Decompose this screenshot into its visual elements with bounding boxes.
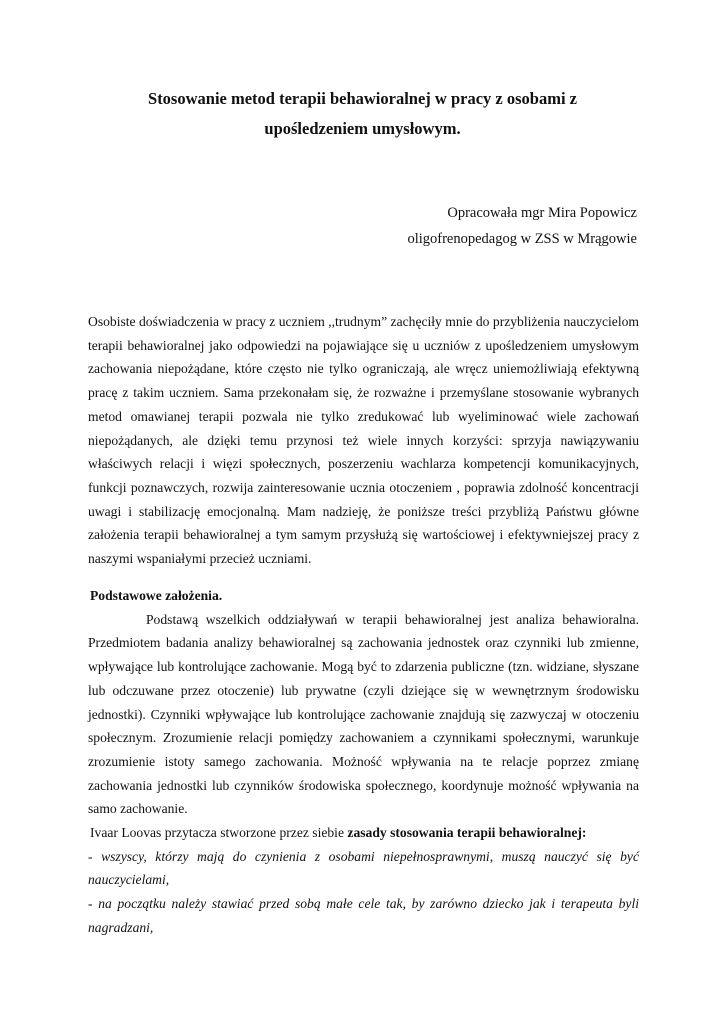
- rule-item-1: - wszyscy, którzy mają do czynienia z osobami niepełnosprawnymi, muszą nauczyć się być nauczycielami,: [88, 848, 639, 888]
- loovas-rules-heading: zasady stosowania terapii behawioralnej:: [347, 825, 587, 841]
- loovas-paragraph: [88, 821, 639, 845]
- intro-section: [88, 310, 639, 571]
- author-affiliation: oligofrenopedagog w ZSS w Mrągowie: [407, 231, 637, 247]
- section-paragraph: Podstawą wszelkich oddziaływań w terapii behawioralnej jest analiza behawioralna. Przedmiotem badania analizy behawioralnej są zachowania jednostek oraz czynniki lub zmienne, wpływające lub kontrolujące zachowanie. Mogą być to zdarzenia publiczne (tzn. widziane, słyszane lub odczuwane przez otoczenie) lub prywatne (czyli dziejące się w wewnętrznym środowisku jednostki). Czynniki wpływające lub kontrolujące zachowanie znajdują się zazwyczaj w otoczeniu społecznym. Zrozumienie relacji pomiędzy zachowaniem a czynnikami społecznymi, warunkuje zrozumienie istoty samego zachowania. Możność wpływania na te relacje poprzez zmianę zachowania jednostki lub czynników środowiska społecznego, koordynuje możność wpływania na samo zachowanie.: [88, 611, 639, 817]
- main-section: [88, 584, 639, 940]
- author-name: Opracowała mgr Mira Popowicz: [447, 205, 637, 221]
- loovas-intro-text: Ivaar Loovas przytacza stworzone przez siebie: [90, 825, 348, 841]
- section-heading: Podstawowe założenia.: [90, 588, 223, 603]
- rule-item-2: - na początku należy stawiać przed sobą małe cele tak, by zarówno dziecko jak i terapeuta byli nagradzani,: [88, 896, 639, 935]
- intro-paragraph: Osobiste doświadczenia w pracy z uczniem ,,trudnym” zachęciły mnie do przybliżenia nauczycielom terapii behawioralnej jako odpowiedzi na pojawiające się u uczniów z upośledzeniem umysłowym zachowania niepożądane, które często nie tylko ograniczają, ale wręcz uniemożliwiają efektywną pracę z takim uczniem. Sama przekonałam się, że rozważne i przemyślane stosowanie wybranych metod omawianej terapii pozwala nie tylko zredukować lub wyeliminować wiele zachowań niepożądanych, ale dzięki temu przynosi też wiele innych korzyści: sprzyja nawiązywaniu właściwych relacji i więzi społecznych, poszerzeniu wachlarza kompetencji komunikacyjnych, funkcji poznawczych, rozwija zainteresowanie ucznia otoczeniem , poprawia zdolność koncentracji uwagi i stabilizację emocjonalną. Mam nadzieję, że poniższe treści przybliżą Państwu główne założenia terapii behawioralnej a tym samym przysłużą się wartościowej i efektywniejszej pracy z naszymi wspaniałymi przecież uczniami.: [88, 314, 639, 567]
- author-block: [407, 200, 637, 252]
- document-title: Stosowanie metod terapii behawioralnej w pracy z osobami z upośledzeniem umysłowym.: [148, 89, 577, 138]
